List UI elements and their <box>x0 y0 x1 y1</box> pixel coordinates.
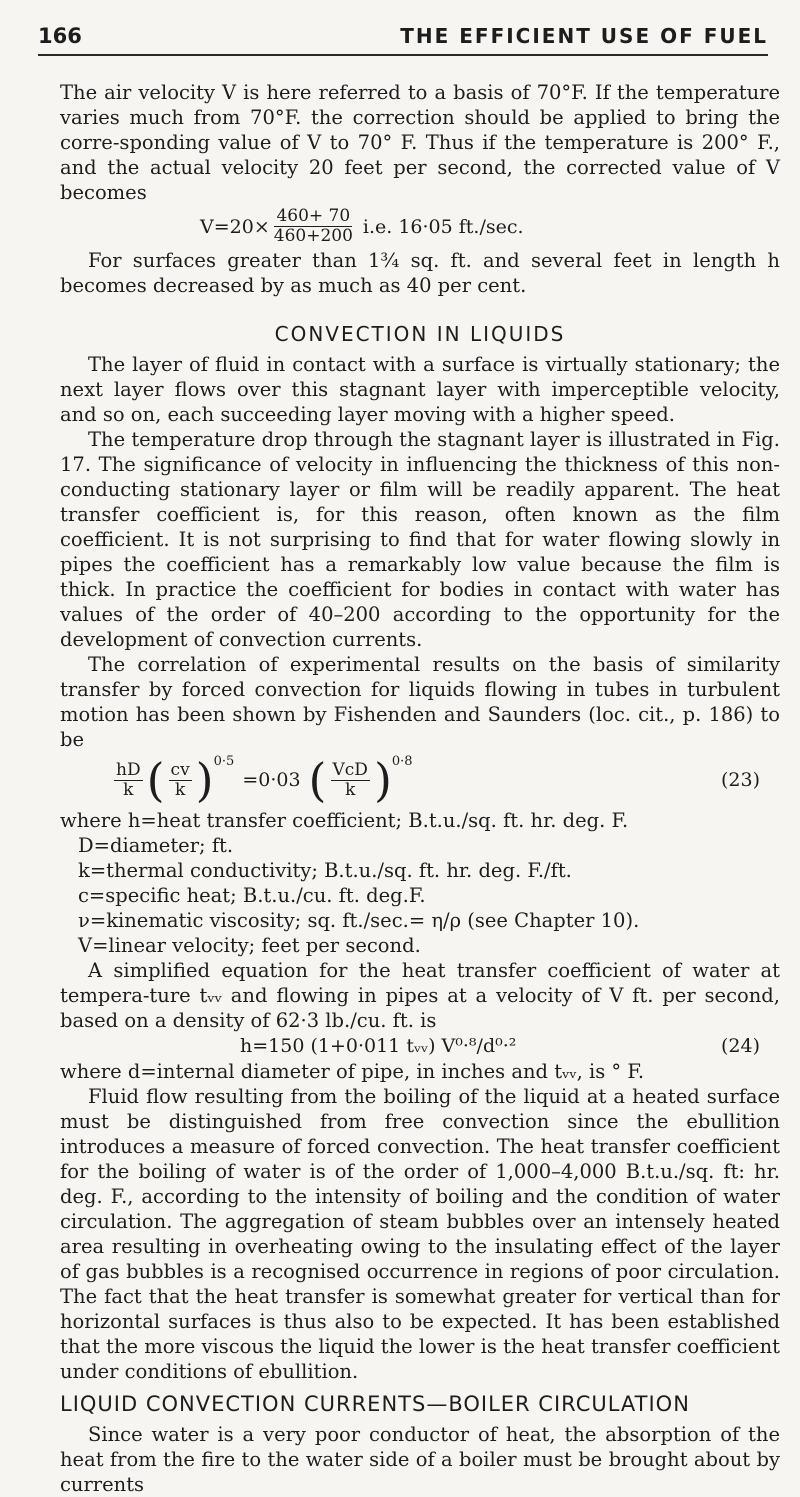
definition: k=thermal conductivity; B.t.u./sq. ft. hr. deg. F./ft. <box>78 859 572 882</box>
eq-lhs: V=20× <box>200 215 270 238</box>
definition: D=diameter; ft. <box>78 834 234 857</box>
eq-coefficient: =0·03 <box>242 769 301 791</box>
paragraph: Fluid flow resulting from the boiling of the liquid at a heated surface must be distinguished from free convection since the ebullition introduces a measure of forced convection. The heat transfer coefficient for the boiling of water is of the order of 1,000–4,000 B.t.u./sq. ft: hr. deg. F., according to the intensity of boiling and the condition of water circulation. The aggregation of steam bubbles over an intensely heated area resulting in overheating owing to the insulating effect of the layer of gas bubbles is a recognised occurrence in regions of poor circulation. The fact that the heat transfer is somewhat greater for vertical than for horizontal surfaces is thus also to be expected. It has been established that the more viscous the liquid the lower is the heat transfer coefficient under conditions of ebullition. <box>60 1085 780 1383</box>
section-heading: CONVECTION IN LIQUIDS <box>274 322 566 346</box>
exponent: 0·8 <box>391 754 413 769</box>
paragraph: where d=internal diameter of pipe, in inches and tᵥᵥ, is ° F. <box>60 1060 645 1083</box>
eq-numerator: hD <box>116 759 141 780</box>
equation-velocity <box>200 207 780 246</box>
equation-number: (24) <box>720 1035 760 1057</box>
paragraph: A simplified equation for the heat transfer coefficient of water at tempera-ture tᵥᵥ and flowing in pipes at a velocity of V ft. per second, based on a density of 62·3 lb./cu. ft. is <box>60 959 780 1032</box>
equation-number: (23) <box>720 769 760 791</box>
eq-numerator: VcD <box>332 759 368 780</box>
eq-fraction <box>114 761 143 800</box>
definition: V=linear velocity; feet per second. <box>78 934 421 957</box>
definition: where h=heat transfer coefficient; B.t.u./sq. ft. hr. deg. F. <box>60 809 629 832</box>
paragraph: The correlation of experimental results on the basis of similarity transfer by forced convection for liquids flowing in tubes in turbulent motion has been shown by Fishenden and Saunders (loc. cit., p. 186) to be <box>60 653 780 751</box>
equation-24 <box>240 1035 780 1057</box>
page-body <box>60 80 780 1497</box>
eq-numerator: cv <box>170 759 190 780</box>
paragraph: Since water is a very poor conductor of heat, the absorption of the heat from the fire to the water side of a boiler must be brought about by currents <box>60 1423 780 1496</box>
paragraph: For surfaces greater than 1¾ sq. ft. and several feet in length h becomes decreased by as much as 40 per cent. <box>60 249 780 297</box>
definition: ν=kinematic viscosity; sq. ft./sec.= η/ρ (see Chapter 10). <box>78 909 640 932</box>
paragraph: The temperature drop through the stagnant layer is illustrated in Fig. 17. The significance of velocity in influencing the thickness of this non-conducting stationary layer or film will be readily apparent. The heat transfer coefficient is, for this reason, often known as the film coefficient. It is not surprising to find that for water flowing slowly in pipes the coefficient has a remarkably low value because the film is thick. In practice the coefficient for bodies in contact with water has values of the order of 40–200 according to the opportunity for the development of convection currents. <box>60 428 780 651</box>
equation-23 <box>110 754 780 806</box>
paren-close: ) <box>373 753 392 807</box>
running-title: THE EFFICIENT USE OF FUEL <box>400 24 768 48</box>
eq-fraction <box>169 761 192 800</box>
paragraph: The air velocity V is here referred to a basis of 70°F. If the temperature varies much from 70°F. the correction should be applied to bring the corre-sponding value of V to 70° F. Thus if the temperature is 200° F., and the actual velocity 20 feet per second, the corrected value of V becomes <box>60 81 780 204</box>
eq-denominator: 460+200 <box>273 226 353 246</box>
definition-block <box>78 833 780 958</box>
paren-open: ( <box>308 753 327 807</box>
eq-fraction <box>274 207 353 246</box>
eq-numerator: 460+ 70 <box>276 206 351 226</box>
eq-fraction <box>331 761 370 800</box>
eq-denominator: k <box>123 779 134 800</box>
page-number: 166 <box>38 24 82 48</box>
definition: c=specific heat; B.t.u./cu. ft. deg.F. <box>78 884 426 907</box>
paragraph: The layer of fluid in contact with a surface is virtually stationary; the next layer flows over this stagnant layer with imperceptible velocity, and so on, each succeeding layer moving with a higher speed. <box>60 353 780 426</box>
section-heading: LIQUID CONVECTION CURRENTS—BOILER CIRCULATION <box>60 1392 690 1416</box>
page-header <box>38 12 768 56</box>
eq-text: h=150 (1+0·011 tᵥᵥ) V⁰·⁸/d⁰·² <box>240 1035 517 1057</box>
paren-close: ) <box>195 753 214 807</box>
eq-denominator: k <box>345 779 356 800</box>
eq-rhs: i.e. 16·05 ft./sec. <box>362 215 524 238</box>
definitions-list <box>60 808 780 958</box>
exponent: 0·5 <box>213 754 235 769</box>
paren-open: ( <box>146 753 165 807</box>
eq-denominator: k <box>174 779 186 800</box>
